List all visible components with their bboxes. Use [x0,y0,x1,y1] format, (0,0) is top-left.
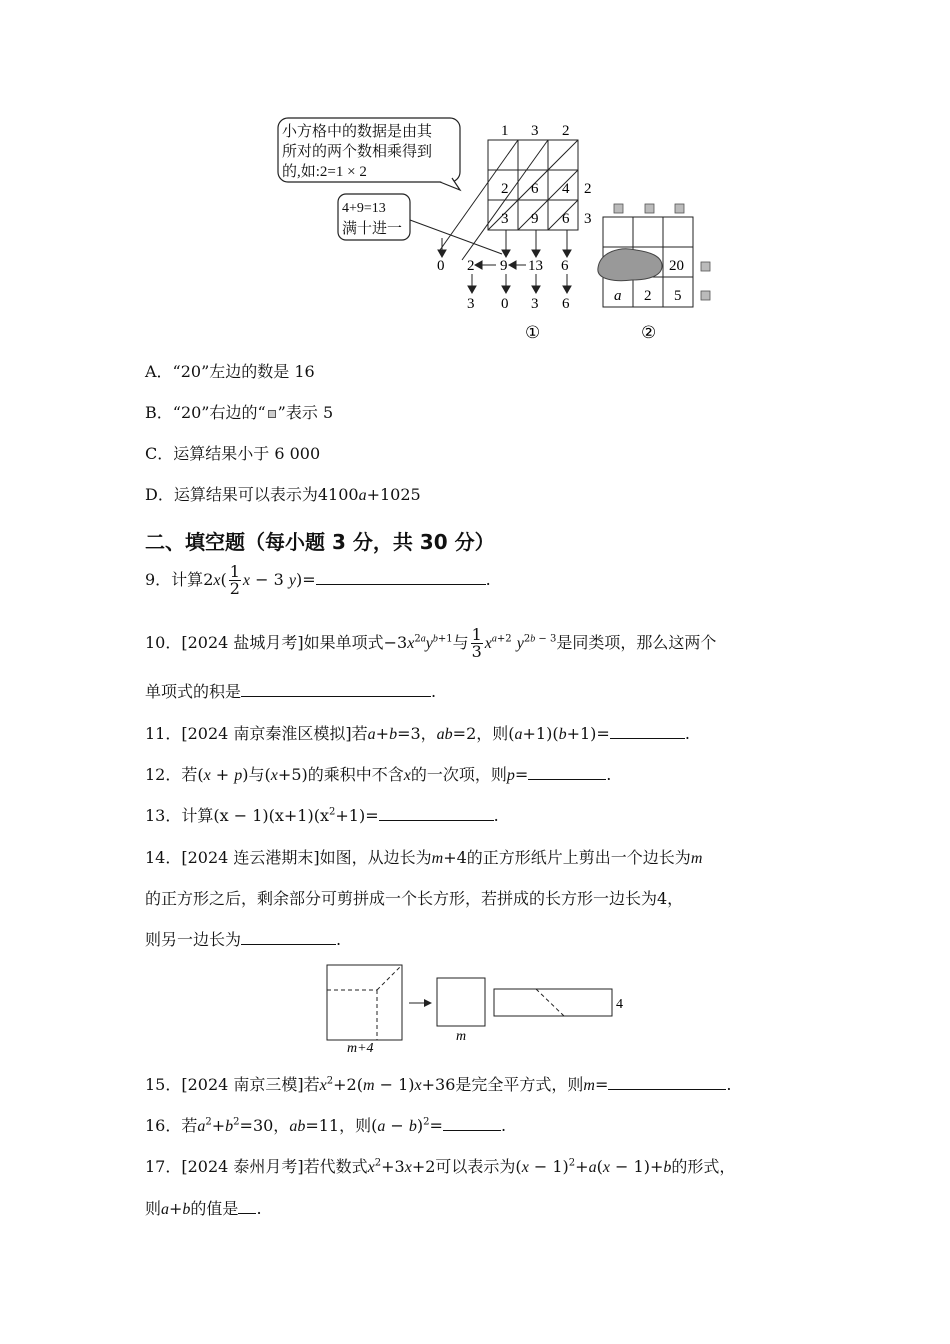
sum-4: 6 [561,258,569,274]
fig2-cell-5: 5 [674,288,682,304]
question-11: 11．[2024 南京秦淮区模拟]若a+b=3，ab=2，则(a+1)(b+1)= . [145,724,690,743]
figure1-label: ① [525,323,541,342]
grid-r2-c1: 3 [501,211,509,227]
figure2-label: ② [641,323,657,342]
fig3-label-left: m+4 [347,1041,374,1056]
callout-top-line2: 所对的两个数相乘得到 [282,144,433,160]
top-num-1: 1 [501,123,509,139]
sum-0: 0 [437,258,445,274]
grid-r2-c3: 6 [562,211,570,227]
grid-r1-c3: 4 [562,181,570,197]
multiplication-figure [270,110,730,345]
grid-r1-c1: 2 [501,181,509,197]
question-13: 13．计算$(x - 1)(x+1)(x^2+1)=$ . [145,806,499,825]
square-cut-figure [320,958,640,1058]
question-17: 17．[2024 泰州月考]若代数式$x^2+3x+2$可以表示为$(x - 1)^2+a(x - 1)+b$的形式， [145,1157,736,1176]
option-a: A．“20”左边的数是 16 [145,362,315,381]
question-14-line3: 则另一边长为 . [145,930,342,949]
result-0: 3 [467,296,475,312]
result-1: 0 [501,296,509,312]
sum-2: 9 [500,258,508,274]
option-b: B．“20”右边的“ ”表示 5 [145,403,334,422]
question-10-line2: 单项式的积是 . [145,682,437,701]
question-9: 9．计算2x( $\frac{1}{2}$ x − 3 y)= . [145,562,491,598]
question-16: 16．若$a^2+b^2=30$，ab=11，则$(a - b)^2=$ . [145,1116,507,1135]
question-17-line2: 则a+b的值是 . [145,1199,262,1218]
section-title: 二、填空题（每小题 3 分，共 30 分） [145,530,495,554]
callout-top-line1: 小方格中的数据是由其 [282,124,433,140]
callout-left-line2: 满十进一 [342,221,403,237]
fig3-label-right: 4 [616,997,623,1012]
right-num-1: 2 [584,181,592,197]
sum-3: 13 [528,258,543,274]
question-14-line2: 的正方形之后，剩余部分可剪拼成一个长方形，若拼成的长方形一边长为4， [145,889,684,908]
fig2-cell-20: 20 [669,258,684,274]
grid-r1-c2: 6 [531,181,539,197]
fig3-label-mid: m [456,1029,467,1044]
question-12: 12．若(x + p)与(x+5)的乘积中不含x的一次项，则p= . [145,765,612,784]
grid-r2-c2: 9 [531,211,539,227]
fig2-cell-2: 2 [644,288,652,304]
right-num-2: 3 [584,211,592,227]
callout-left-line1: 4+9=13 [342,201,386,216]
option-c: C．运算结果小于 6 000 [145,444,321,463]
callout-top-line3: 的,如:2=1 × 2 [282,164,367,180]
question-14-line1: 14．[2024 连云港期末]如图，从边长为m+4的正方形纸片上剪出一个边长为m [145,848,703,867]
top-num-2: 3 [531,123,539,139]
result-2: 3 [531,296,539,312]
result-3: 6 [562,296,570,312]
top-num-3: 2 [562,123,570,139]
question-15: 15．[2024 南京三模]若$x^2+2(m - 1)x+36$是完全平方式，则m= . [145,1075,732,1094]
question-10: 10．[2024 盐城月考]如果单项式$-3x^{2a}y^{b+1}$与 $\frac{1}{3}$ $x^{a+2}$ $y^{2b - 3}$是同类项，那么这两个 [145,625,717,661]
ink-blot [598,249,662,281]
small-square-icon [268,410,276,418]
option-d: D．运算结果可以表示为4100a+1025 [145,485,421,504]
fig2-cell-a: a [614,288,622,304]
sum-1: 2 [467,258,475,274]
